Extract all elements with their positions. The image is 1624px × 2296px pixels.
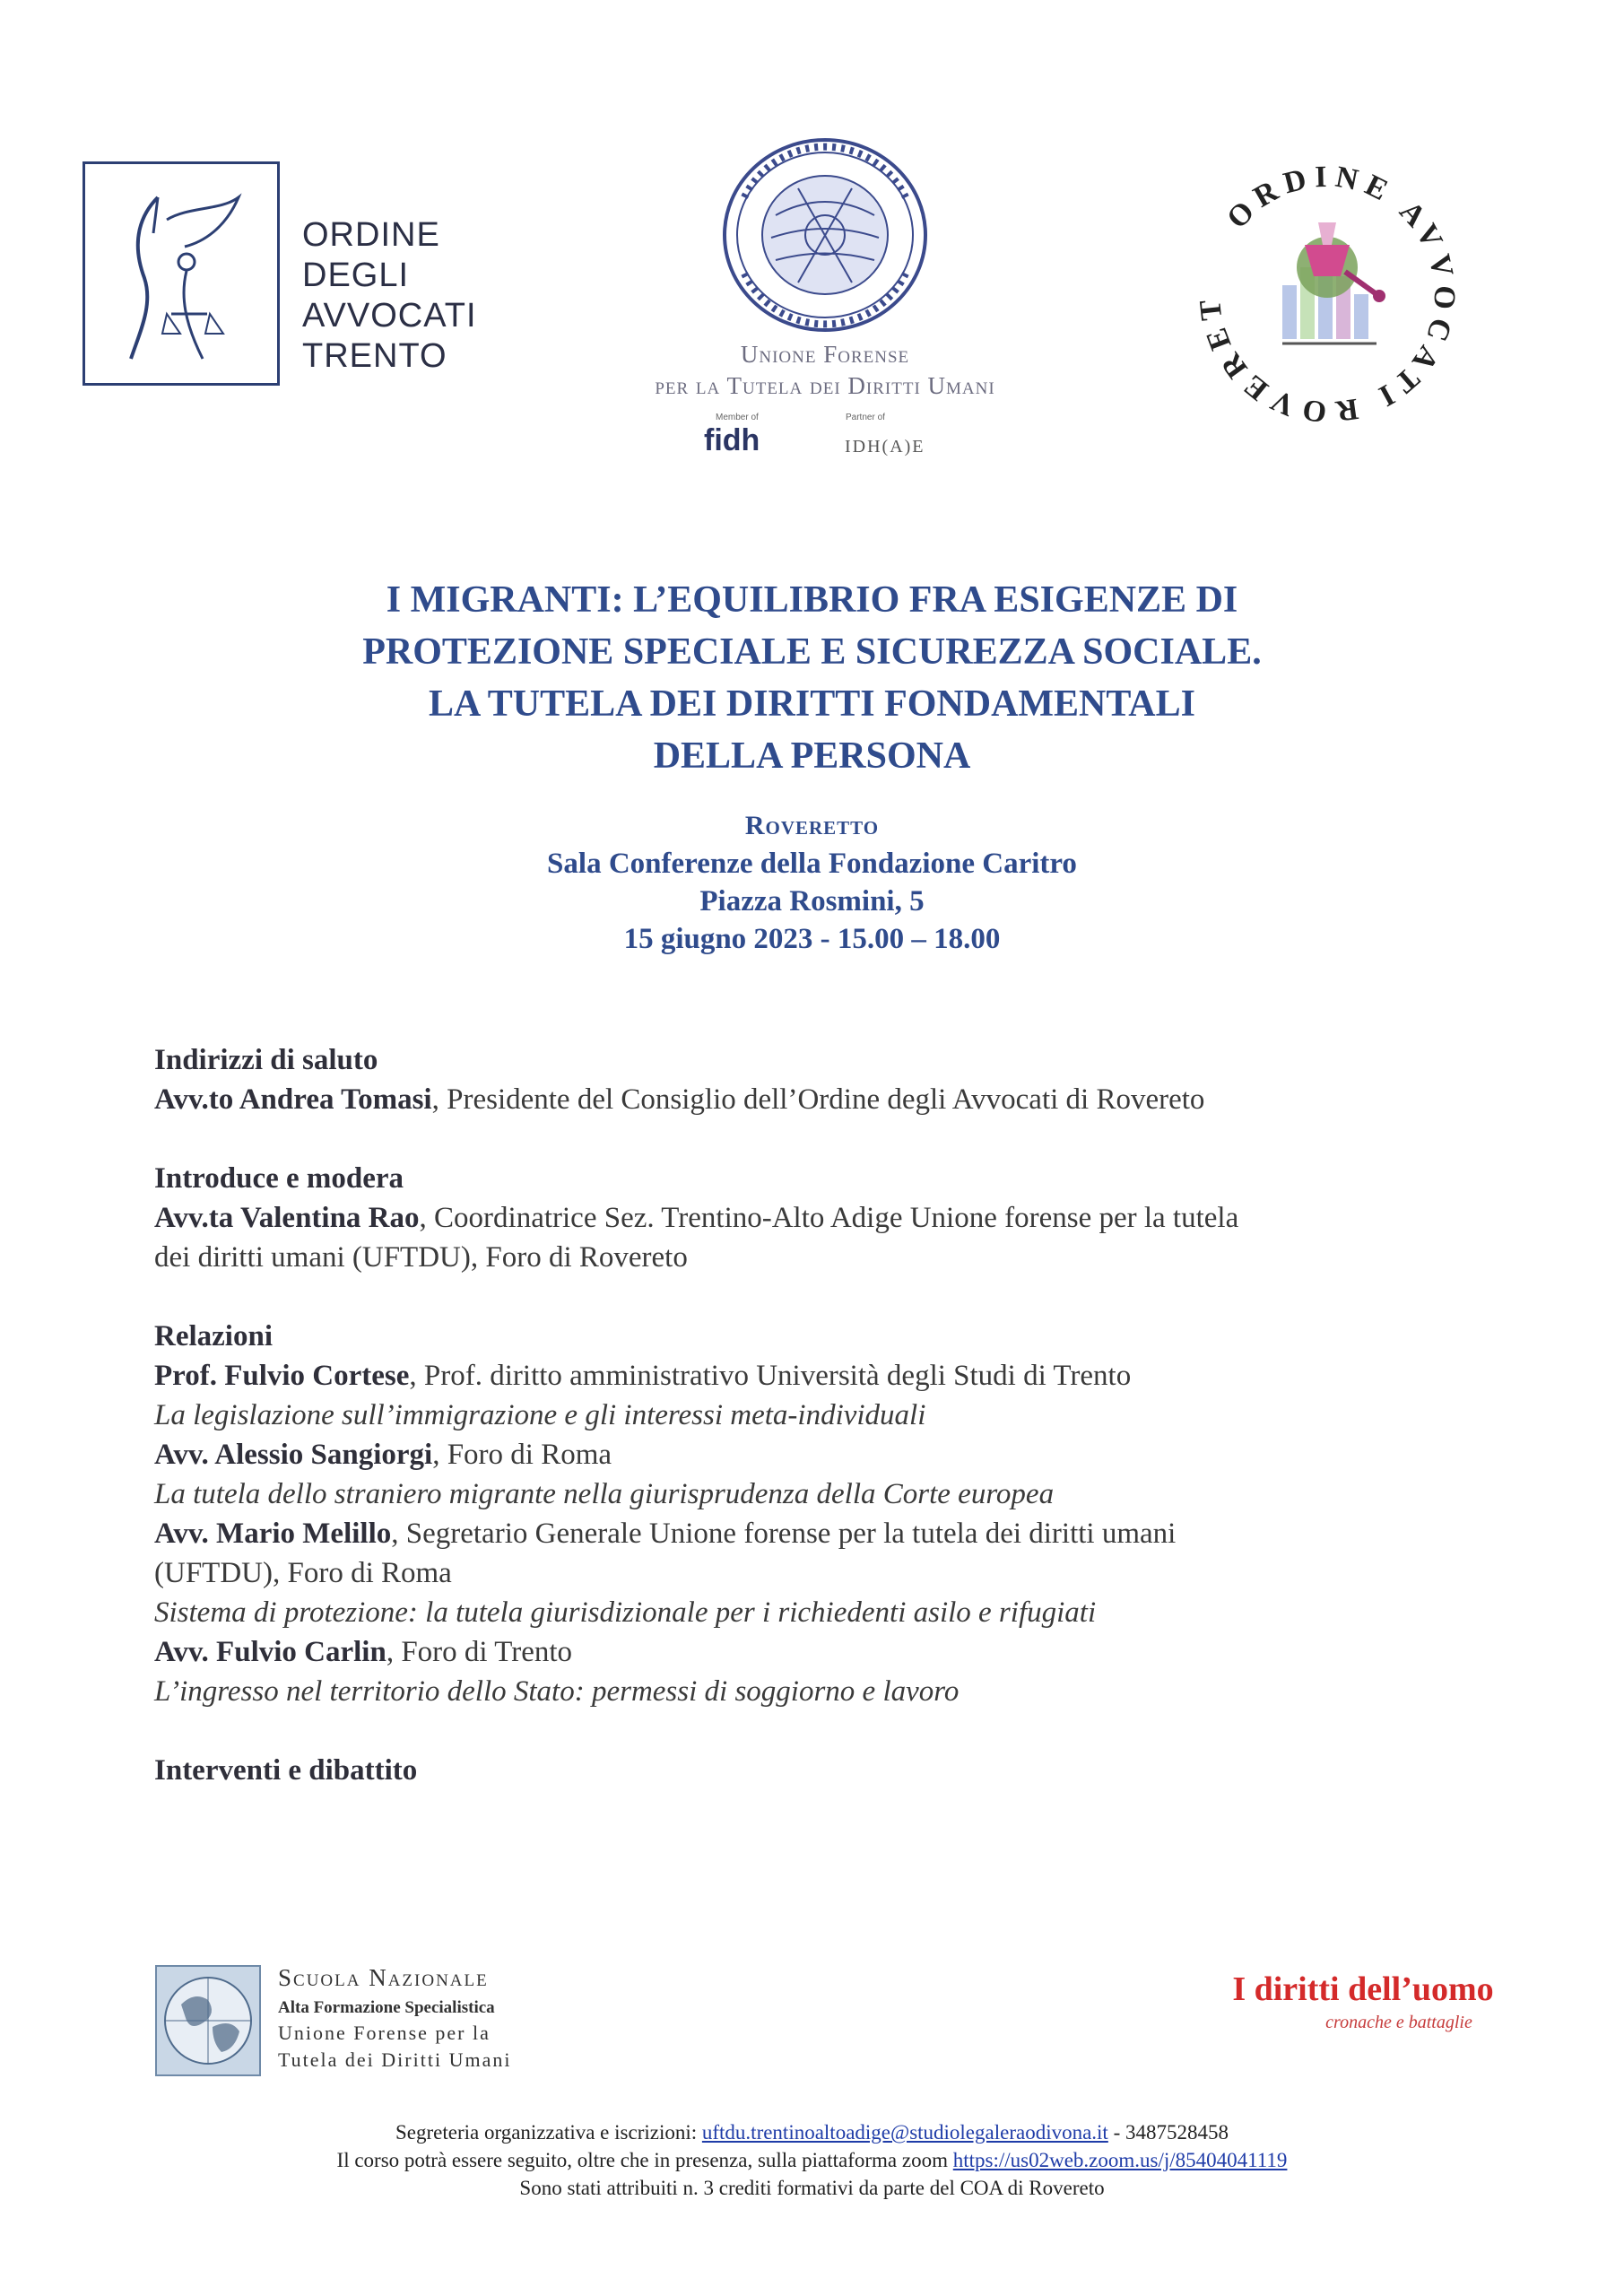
footer-line-credits: Sono stati attribuiti n. 3 crediti formativi da parte del COA di Rovereto [519,2177,1105,2199]
logo-unione-forense [592,135,1058,475]
speaker-entry [154,1632,1463,1672]
scuola-title: Scuola Nazionale [278,1964,489,1991]
event-datetime: 15 giugno 2023 - 15.00 – 18.00 [623,923,1001,955]
globe-icon [154,1964,262,2077]
talk-topic: La legislazione sull’immigrazione e gli interessi meta-individuali [154,1399,926,1431]
footer-text: Segreteria organizzativa e iscrizioni: [395,2121,702,2144]
speaker-role: , Segretario Generale Unione forense per la tutela dei diritti umani [391,1518,1177,1550]
speaker-role: , Foro di Roma [432,1439,612,1471]
speaker-entry [154,1435,1463,1474]
event-title [179,574,1445,782]
speaker-role: , Coordinatrice Sez. Trentino-Alto Adige Unione forense per la tutela [419,1202,1239,1234]
event-address: Piazza Rosmini, 5 [699,885,925,918]
section-heading: Indirizzi di saluto [154,1044,378,1076]
speaker-role-cont: dei diritti umani (UFTDU), Foro di Rovereto [154,1241,688,1274]
scuola-line3: Unione Forense per la [278,2022,491,2044]
partner-of-label: Partner of [846,413,885,422]
logo-ordine-avvocati-rovereto [1193,160,1462,429]
footer-line-contacts [90,2118,1534,2146]
speaker-entry [154,1514,1463,1553]
speaker-entry [154,1080,1463,1119]
scuola-line4: Tutela dei Diritti Umani [278,2048,512,2071]
footer-text: Il corso potrà essere seguito, oltre che in presenza, sulla piattaforma zoom [336,2149,953,2171]
speaker-role: , Prof. diritto amministrativo Università degli Studi di Trento [409,1360,1132,1392]
logo-scuola-nazionale [154,1964,585,2081]
talk-topic: L’ingresso nel territorio dello Stato: permessi di soggiorno e lavoro [154,1675,960,1708]
event-details [179,807,1445,958]
speaker-name: Avv. Fulvio Carlin [154,1636,386,1668]
title-line: I MIGRANTI: L’EQUILIBRIO FRA ESIGENZE DI [386,579,1238,621]
uf-name: Unione Forense [740,341,910,368]
talk-topic: Sistema di protezione: la tutela giurisdizionale per i richiedenti asilo e rifugiati [154,1596,1097,1629]
event-venue: Sala Conferenze della Fondazione Caritro [547,848,1077,880]
speaker-name: Avv. Alessio Sangiorgi [154,1439,433,1471]
zoom-link[interactable]: https://us02web.zoom.us/j/85404041119 [952,2149,1288,2171]
phone-number: - 3487528458 [1107,2121,1229,2144]
fidh-logo: fidh [704,423,760,457]
speaker-entry [154,1198,1463,1238]
speaker-role: , Presidente del Consiglio dell’Ordine degli Avvocati di Rovereto [431,1083,1205,1116]
diritti-title: I diritti dell’uomo [1232,1970,1494,2008]
logo-ordine-avvocati-trento [83,161,513,386]
speaker-entry [154,1356,1463,1396]
footer-line-zoom [90,2146,1534,2174]
rovereto-emblem-icon [1193,160,1462,429]
section-saluti [154,1040,1463,1119]
speaker-role: , Foro di Trento [386,1636,573,1668]
logo-diritti-uomo [1184,1970,1542,2059]
email-link[interactable]: uftdu.trentinoaltoadige@studiolegaleraodivona.it [701,2121,1108,2144]
event-city: Roveretto [744,811,880,840]
section-heading: Relazioni [154,1320,273,1352]
rovereto-ring-text: ORDINE AVVOCATI ROVERET [1193,160,1462,429]
diritti-subtitle: cronache e battaglie [1325,2013,1472,2032]
member-of-label: Member of [716,413,759,422]
footer [90,2118,1534,2202]
speaker-name: Avv.to Andrea Tomasi [154,1083,432,1116]
idhae-logo: IDH(A)E [845,437,925,457]
speaker-role-cont: (UFTDU), Foro di Roma [154,1557,452,1589]
speaker-name: Avv. Mario Melillo [154,1518,392,1550]
section-modera [154,1159,1463,1277]
talk-topic: La tutela dello straniero migrante nella giurisprudenza della Corte europea [154,1478,1055,1510]
section-interventi [154,1751,1463,1790]
scuola-subtitle: Alta Formazione Specialistica [278,1998,495,2017]
title-line: PROTEZIONE SPECIALE E SICUREZZA SOCIALE. [362,631,1262,673]
speaker-name: Prof. Fulvio Cortese [154,1360,410,1392]
section-heading: Introduce e modera [154,1162,404,1195]
section-heading: Interventi e dibattito [154,1754,418,1787]
seal-icon [592,135,1058,336]
program [154,1040,1463,1830]
angel-justice-icon [104,179,256,368]
logo-trento-text: ORDINE DEGLI AVVOCATI TRENTO [302,216,477,375]
title-line: DELLA PERSONA [653,735,971,777]
section-relazioni [154,1317,1463,1711]
speaker-name: Avv.ta Valentina Rao [154,1202,420,1234]
uf-subtitle: per la Tutela dei Diritti Umani [655,372,995,399]
title-line: LA TUTELA DEI DIRITTI FONDAMENTALI [429,683,1195,725]
